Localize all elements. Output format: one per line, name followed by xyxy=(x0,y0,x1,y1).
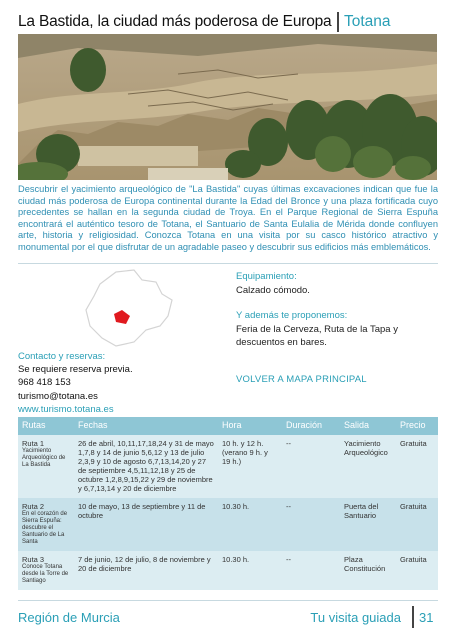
route-duration: -- xyxy=(282,498,340,551)
route-departure: Yacimiento Arqueológico xyxy=(340,435,396,498)
town-name: Totana xyxy=(343,13,391,30)
more-label: Y además te proponemos: xyxy=(236,310,348,321)
back-to-main-map-link[interactable]: VOLVER A MAPA PRINCIPAL xyxy=(236,374,367,385)
header-precio: Precio xyxy=(396,417,438,435)
page-title: La Bastida, la ciudad más poderosa de Europa xyxy=(18,13,332,30)
table-header-row xyxy=(18,417,438,435)
route-departure: Puerta del Santuario xyxy=(340,498,396,551)
footer-separator xyxy=(412,606,414,628)
footer-region: Región de Murcia xyxy=(18,610,120,625)
header-rutas: Rutas xyxy=(18,417,74,435)
route-price: Gratuita xyxy=(396,498,438,551)
route-time: 10.30 h. xyxy=(218,498,282,551)
table-row xyxy=(18,498,438,551)
archaeological-site-photo xyxy=(18,34,437,180)
equipment-value: Calzado cómodo. xyxy=(236,285,310,296)
header-duracion: Duración xyxy=(282,417,340,435)
route-price: Gratuita xyxy=(396,435,438,498)
route-time: 10.30 h. xyxy=(218,551,282,590)
reservation-note: Se requiere reserva previa. xyxy=(18,364,133,376)
table-row xyxy=(18,435,438,498)
header-salida: Salida xyxy=(340,417,396,435)
page-number: 31 xyxy=(419,610,434,625)
contact-block xyxy=(18,350,218,416)
page-header xyxy=(18,12,391,32)
table-row xyxy=(18,551,438,590)
route-cell xyxy=(18,498,74,551)
route-dates: 7 de junio, 12 de julio, 8 de noviembre y 20 de diciembre xyxy=(74,551,218,590)
more-value: Feria de la Cerveza, Ruta de la Tapa y descuentos en bares. xyxy=(236,324,398,348)
route-description: Conoce Totana desde la Torre de Santiago xyxy=(22,564,69,584)
footer-guide-title: Tu visita guiada xyxy=(310,610,401,625)
contact-label: Contacto y reservas: xyxy=(18,351,106,362)
header-fechas: Fechas xyxy=(74,417,218,435)
route-name: Ruta 2 xyxy=(22,502,45,511)
contact-website[interactable]: www.turismo.totana.es xyxy=(18,403,114,415)
equipment-label: Equipamiento: xyxy=(236,271,297,282)
route-name: Ruta 1 xyxy=(22,439,45,448)
route-cell xyxy=(18,435,74,498)
route-cell xyxy=(18,551,74,590)
route-departure: Plaza Constitución xyxy=(340,551,396,590)
route-description: En el corazón de Sierra Espuña: descubre el Santuario de La Santa xyxy=(22,511,68,545)
murcia-region-map xyxy=(76,266,186,354)
route-duration: -- xyxy=(282,435,340,498)
routes-table xyxy=(18,417,438,590)
route-name: Ruta 3 xyxy=(22,555,45,564)
footer-divider xyxy=(18,600,438,601)
route-dates: 26 de abril, 10,11,17,18,24 y 31 de mayo 1,7,8 y 14 de junio 5,6,12 y 13 de julio 2,3,9 y 10 de agosto 6,7,13,14,20 y 27 de septiembre 4,5,11,12,18 y 25 de octubre 1,2,8,9,15,22 y 29 de noviembre y 6,7,13,14 y 20 de diciembre xyxy=(74,435,218,498)
route-dates: 10 de mayo, 13 de septiembre y 11 de octubre xyxy=(74,498,218,551)
intro-paragraph: Descubrir el yacimiento arqueológico de "La Bastida" cuyas últimas excavaciones indican que fue la ciudad más poderosa de Europa continental durante la Edad del Bronce y una plaza fortificada cuyo precedentes se hallan en la segunda ciudad de Troya. En el Parque Regional de Sierra Espuña encontrará el auténtico tesoro de Totana, el Santuario de Santa Eulalia de Mérida donde confluyen arte, historia y religiosidad. Conozca Totana en una visita por su casco histórico atractivo y monumental por el que disfrutar de un agradable paseo y descubrir sus edificios más emblemáticos. xyxy=(18,184,438,252)
contact-email[interactable]: turismo@totana.es xyxy=(18,390,98,402)
route-time: 10 h. y 12 h. (verano 9 h. y 19 h.) xyxy=(218,435,282,498)
header-hora: Hora xyxy=(218,417,282,435)
route-duration: -- xyxy=(282,551,340,590)
route-price: Gratuita xyxy=(396,551,438,590)
section-divider xyxy=(18,263,438,264)
header-divider xyxy=(337,12,339,32)
contact-phone[interactable]: 968 418 153 xyxy=(18,377,71,389)
route-description: Yacimiento Arqueológico de La Bastida xyxy=(22,448,66,468)
